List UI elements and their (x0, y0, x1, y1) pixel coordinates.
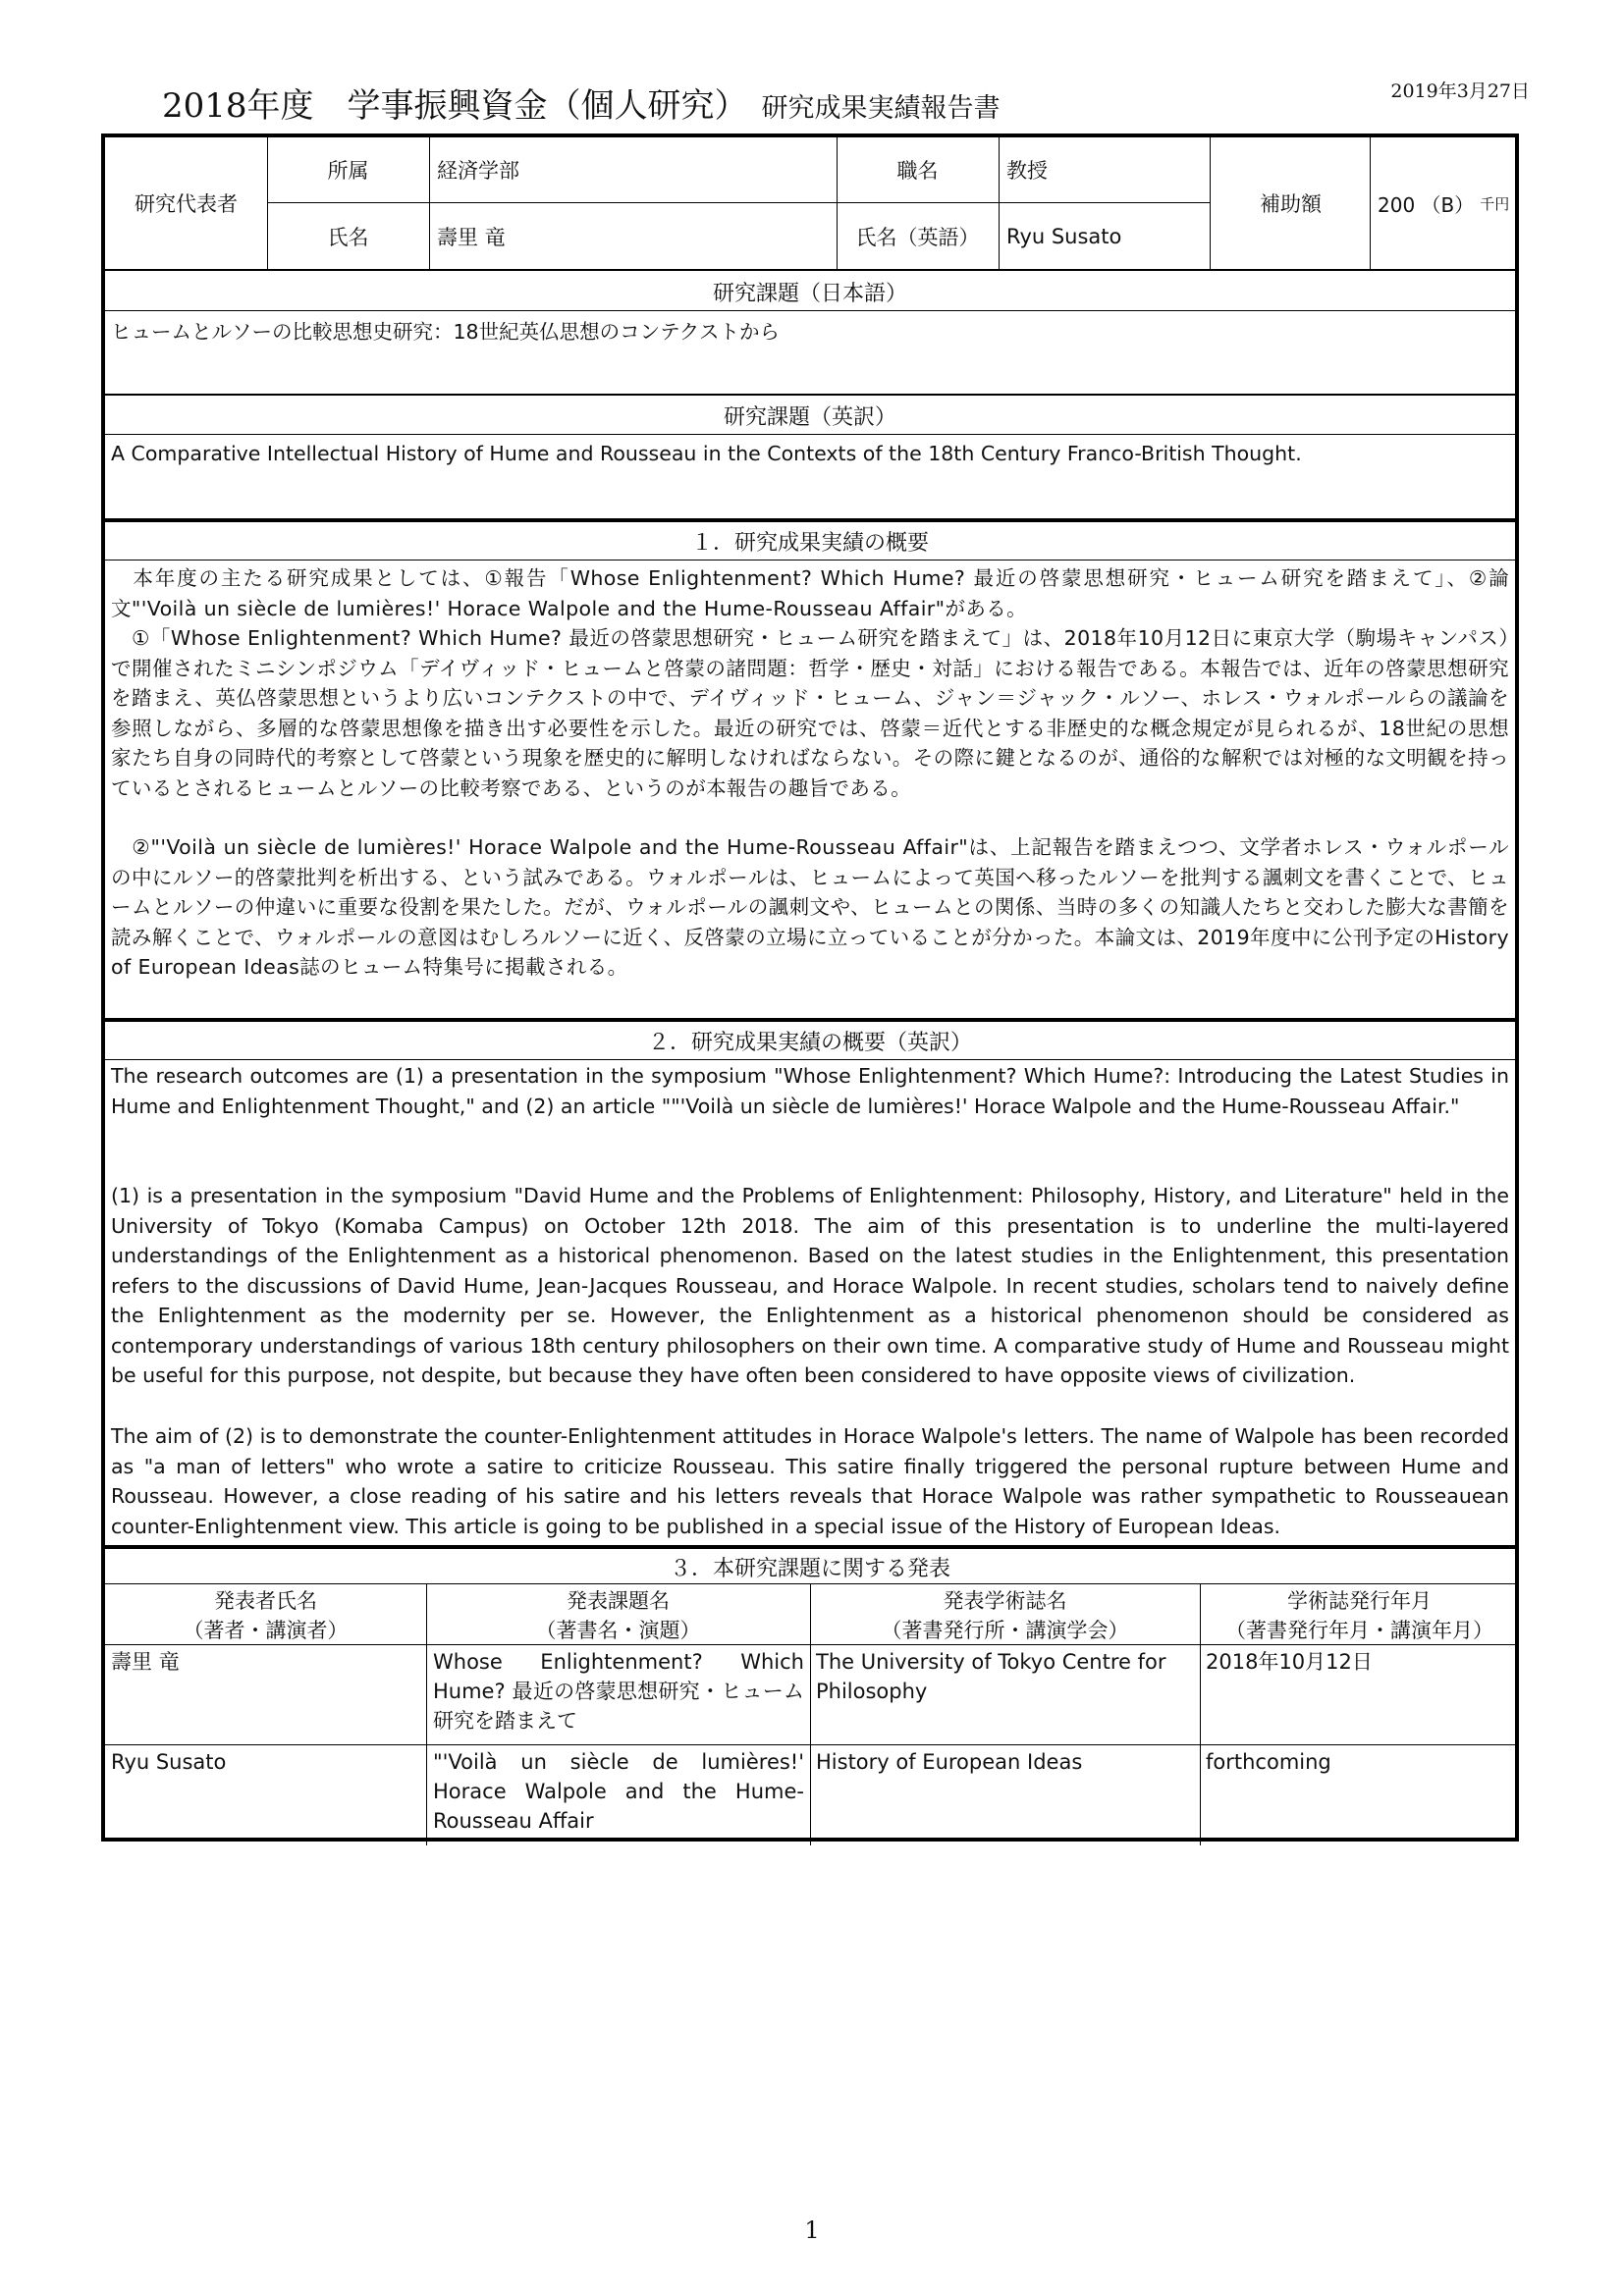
page-number: 1 (804, 2216, 820, 2244)
report-form (101, 133, 1519, 1842)
col-header-venue-l1: 発表学術誌名 (943, 1589, 1067, 1613)
col-header-date-l1: 学術誌発行年月 (1287, 1589, 1432, 1613)
summary-en-p1: The research outcomes are (1) a presentation in the symposium "Whose Enlightenment? Which Hume?: Introducing the Latest Studies in Hume and Enlightenment Thought," and (2) an article ""'Voilà un siècle de lumières!' Horace Walpole and the Hume-Rousseau Affair." (111, 1064, 1509, 1118)
col-header-venue (810, 1586, 1200, 1645)
col-header-title (426, 1586, 810, 1645)
row2-presenter: Ryu Susato (111, 1750, 227, 1774)
row1-title: Whose Enlightenment? Which Hume? 最近の啓蒙思想研究・ヒューム研究を踏まえて (433, 1650, 804, 1733)
col-header-title-l2: （著書名・演題） (535, 1619, 701, 1642)
col-header-presenter (105, 1586, 426, 1645)
row2-date: forthcoming (1206, 1750, 1331, 1774)
col-header-presenter-l1: 発表者氏名 (214, 1589, 317, 1613)
col-header-date (1200, 1586, 1519, 1645)
topic-en-heading: 研究課題（英訳） (723, 405, 896, 430)
grant-unit: 千円 (1480, 194, 1510, 213)
summary-en-heading: ２．研究成果実績の概要（英訳） (647, 1031, 972, 1055)
topic-jp-text: ヒュームとルソーの比較思想史研究：18世紀英仏思想のコンテクストから (111, 320, 781, 344)
name-value: 壽里 竜 (437, 225, 506, 249)
name-en-value: Ryu Susato (1006, 224, 1122, 248)
affiliation-label: 所属 (327, 159, 369, 183)
summary-jp-p3: ②"'Voilà un siècle de lumières!' Horace Walpole and the Hume-Rousseau Affair"は、上記報告を踏まえつつ、文学者ホレス・ウォルポールの中にルソー的啓蒙批判を析出する、という試みである。ウォルポールは、ヒュームによって英国へ移ったルソーを批判する諷刺文を書くことで、ヒュームとルソーの仲違いに重要な役割を果たした。だが、ウォルポールの諷刺文や、ヒュームとの関係、当時の多くの知識人たちと交わした膨大な書簡を読み解くことで、ウォルポールの意図はむしろルソーに近く、反啓蒙の立場に立っていることが分かった。本論文は、2019年度中に公刊予定のHistory of European Ideas誌のヒューム特集号に掲載される。 (111, 835, 1509, 979)
position-value: 教授 (1006, 159, 1048, 183)
affiliation-value: 経済学部 (437, 159, 519, 183)
topic-en-text: A Comparative Intellectual History of Hume and Rousseau in the Contexts of the 18th Century Franco-British Thought. (111, 442, 1302, 465)
row1-presenter: 壽里 竜 (111, 1650, 180, 1674)
row2-venue: History of European Ideas (816, 1750, 1083, 1774)
row1-date: 2018年10月12日 (1206, 1650, 1373, 1674)
col-header-title-l1: 発表課題名 (567, 1589, 670, 1613)
row2-title: "'Voilà un siècle de lumières!' Horace Walpole and the Hume-Rousseau Affair (433, 1750, 804, 1833)
name-en-label: 氏名（英語） (855, 225, 980, 249)
title-main: 2018年度 学事振興資金（個人研究） (162, 86, 748, 126)
summary-jp-p1: 本年度の主たる研究成果としては、①報告「Whose Enlightenment? Which Hume? 最近の啓蒙思想研究・ヒューム研究を踏まえて」、②論文"'Voilà un siècle de lumières!' Horace Walpole and the Hume-Rousseau Affair"がある。 (111, 566, 1509, 620)
col-header-presenter-l2: （著者・講演者） (183, 1619, 349, 1642)
grant-value (1378, 137, 1525, 269)
topic-jp-heading: 研究課題（日本語） (712, 282, 907, 306)
position-label: 職名 (896, 159, 939, 183)
title-sub: 研究成果実績報告書 (761, 93, 1001, 124)
summary-jp-heading: １．研究成果実績の概要 (690, 531, 929, 556)
rep-label: 研究代表者 (135, 192, 238, 216)
summary-jp-p2: ①「Whose Enlightenment? Which Hume? 最近の啓蒙思想研究・ヒューム研究を踏まえて」は、2018年10月12日に東京大学（駒場キャンパス）で開催されたミニシンポジウム「デイヴィッド・ヒュームと啓蒙の諸問題：哲学・歴史・対話」における報告である。本報告では、近年の啓蒙思想研究を踏まえ、英仏啓蒙思想というより広いコンテクストの中で、デイヴィッド・ヒューム、ジャン＝ジャック・ルソー、ホレス・ウォルポールらの議論を参照しながら、多層的な啓蒙思想像を描き出す必要性を示した。最近の研究では、啓蒙＝近代とする非歴史的な概念規定が見られるが、18世紀の思想家たち自身の同時代的考察として啓蒙という現象を歴史的に解明しなければならない。その際に鍵となるのが、通俗的な解釈では対極的な文明観を持っているとされるヒュームとルソーの比較考察である、というのが本報告の趣旨である。 (111, 626, 1510, 800)
document-title (162, 79, 1001, 127)
grant-amount: 200 （B） (1378, 192, 1475, 217)
row1-venue: The University of Tokyo Centre for Philosophy (816, 1650, 1166, 1703)
report-date: 2019年3月27日 (1390, 80, 1530, 102)
col-header-date-l2: （著書発行年月・講演年月） (1225, 1619, 1493, 1642)
summary-en-p3: The aim of (2) is to demonstrate the counter-Enlightenment attitudes in Horace Walpole's letters. The name of Walpole has been recorded as "a man of letters" who wrote a satire to criticize Rousseau. This satire finally triggered the personal rupture between Hume and Rousseau. However, a close reading of his satire and his letters reveals that Horace Walpole was rather sympathetic to Rousseauean counter-Enlightenment view. This article is going to be published in a special issue of the History of European Ideas. (111, 1424, 1509, 1538)
col-header-venue-l2: （著書発行所・講演学会） (881, 1619, 1129, 1642)
grant-label: 補助額 (1260, 192, 1322, 216)
publications-heading: ３．本研究課題に関する発表 (669, 1557, 950, 1581)
name-label: 氏名 (327, 225, 369, 249)
summary-en-p2: (1) is a presentation in the symposium "David Hume and the Problems of Enlightenment: Philosophy, History, and Literature" held in the University of Tokyo (Komaba Campus) on October 12th 2018. The aim of this presentation is to underline the multi-layered understandings of the Enlightenment as a historical phenomenon. Based on the latest studies in the Enlightenment, this presentation refers to the discussions of David Hume, Jean-Jacques Rousseau, and Horace Walpole. In recent studies, scholars tend to naively define the Enlightenment as the modernity per se. However, the Enlightenment as a historical phenomenon should be considered as contemporary understandings of various 18th century philosophers on their own time. A comparative study of Hume and Rousseau might be useful for this purpose, not despite, but because they have often been considered to have opposite views of civilization. (111, 1184, 1509, 1387)
